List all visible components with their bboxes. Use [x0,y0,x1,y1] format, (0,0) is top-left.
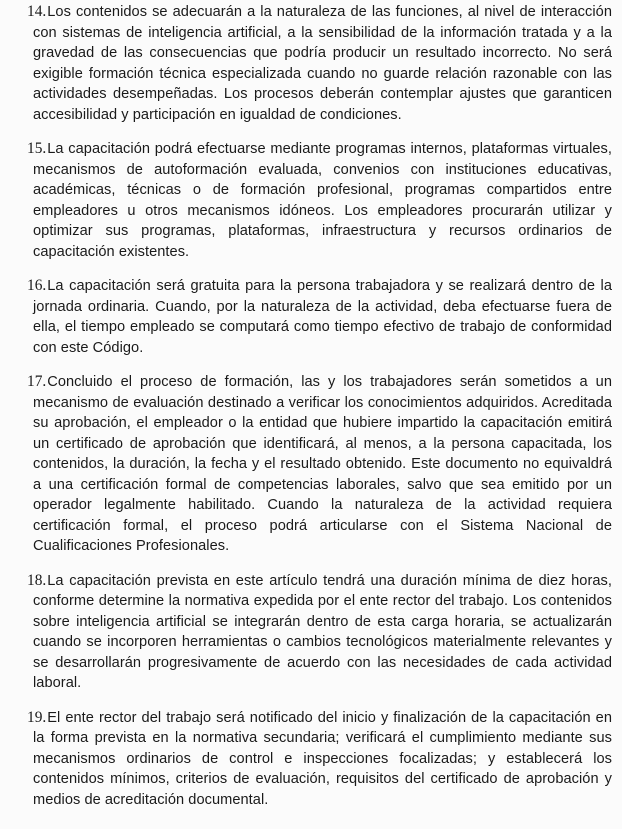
numbered-list [0,2,622,824]
item-text: El ente rector del trabajo será notificado del inicio y finalización de la capacitación en la forma prevista en la normativa secundaria; verificará el cumplimiento mediante sus mecanismos ordinarios de control e inspecciones focalizadas; y establecerá los contenidos mínimos, criterios de evaluación, requisitos del certificado de aprobación y medios de acreditación documental. [33,709,612,808]
item-number: 19. [27,708,47,726]
item-number: 15. [27,140,47,157]
list-item-17 [0,372,622,557]
item-number: 17. [27,373,47,390]
item-number: 18. [27,571,47,589]
list-item-14 [0,2,622,125]
item-number: 16. [27,277,47,294]
item-text: La capacitación prevista en este artículo tendrá una duración mínima de diez horas, conforme determine la normativa expedida por el ente rector del trabajo. Los contenidos sobre inteligencia artificial se integrarán dentro de esta carga horaria, se actualizarán cuando se incorporen herramientas o cambios tecnológicos materialmente relevantes y se desarrollarán progresivamente de acuerdo con las necesidades de cada actividad laboral. [33,572,612,691]
item-text: Concluido el proceso de formación, las y los trabajadores serán sometidos a un mecanismo de evaluación destinado a verificar los conocimientos adquiridos. Acreditada su aprobación, el empleador o la entidad que hubiere impartido la capacitación emitirá un certificado de aprobación que identificará, al menos, a la persona capacitada, los contenidos, la duración, la fecha y el resultado obtenido. Este documento no equivaldrá a una certificación formal de competencias laborales, salvo que sea emitido por un operador legalmente habilitado. Cuando la naturaleza de la actividad requiera certificación formal, el proceso podrá articularse con el Sistema Nacional de Cualificaciones Profesionales. [33,374,612,554]
item-text: La capacitación podrá efectuarse mediante programas internos, plataformas virtuales, mecanismos de autoformación evaluada, convenios con instituciones educativas, académicas, técnicas o de formación profesional, programas compartidos entre empleadores u otros mecanismos idóneos. Los empleadores procurarán utilizar y optimizar sus programas, plataformas, infraestructura y recursos ordinarios de capacitación existentes. [33,141,612,260]
list-item-15 [0,139,622,262]
list-item-16 [0,276,622,358]
list-item-19 [0,708,622,811]
item-text: Los contenidos se adecuarán a la naturaleza de las funciones, al nivel de interacción con sistemas de inteligencia artificial, a la sensibilidad de la información tratada y a la gravedad de las consecuencias que podría producir un resultado incorrecto. No será exigible formación técnica especializada cuando no guarde relación razonable con las actividades desempeñadas. Los procesos deberán contemplar ajustes que garanticen accesibilidad y participación en igualdad de condiciones. [33,4,612,123]
list-item-18 [0,571,622,694]
item-text: La capacitación será gratuita para la persona trabajadora y se realizará dentro de la jornada ordinaria. Cuando, por la naturaleza de la actividad, deba efectuarse fuera de ella, el tiempo empleado se computará como tiempo efectivo de trabajo de conformidad con este Código. [33,278,612,356]
item-number: 14. [27,3,47,20]
